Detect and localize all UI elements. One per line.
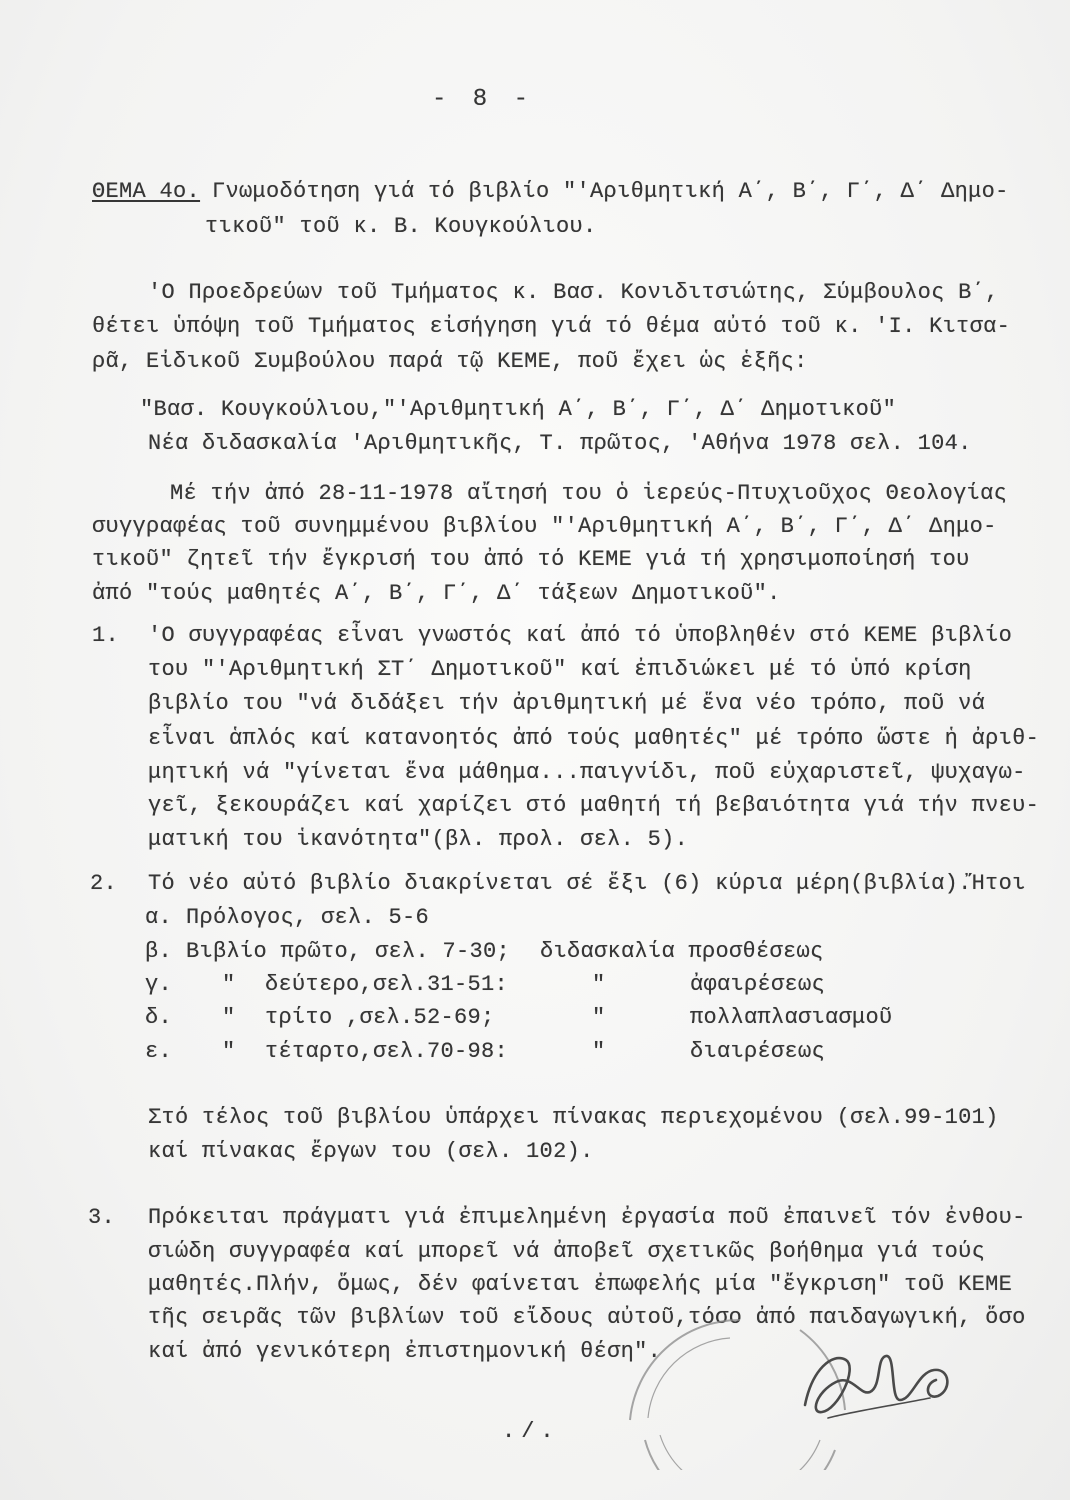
contents-letter: α. (145, 905, 173, 930)
page-number: - 8 - (432, 86, 535, 113)
item-line: ματική του ἱκανότητα"(βλ. προλ. σελ. 5). (148, 827, 689, 852)
item-line: καί ἀπό γενικότερη ἐπιστημονική θέση". (148, 1339, 662, 1364)
intro-line: θέτει ὑπόψη τοῦ Τμήματος εἰσήγηση γιά τό θέμα αὐτό τοῦ κ. 'Ι. Κιτσα- (92, 314, 1011, 339)
item-number: 1. (92, 623, 120, 648)
contents-part: Βιβλίο πρῶτο, σελ. 7-30; (186, 939, 511, 964)
item-line: βιβλίο του "νά διδάξει τήν ἀριθμητική μέ ἕνα νέο τρόπο, ποῦ νά (148, 691, 986, 716)
item-line: Τό νέο αὐτό βιβλίο διακρίνεται σέ ἕξι (6) κύρια μέρη(βιβλία).Ἤτοι (148, 871, 1026, 896)
intro-line: 'Ο Προεδρεύων τοῦ Τμήματος κ. Βασ. Κονιδιτσιώτης, Σύμβουλος Β΄, (148, 280, 999, 305)
intro-line: ρᾶ, Εἰδικοῦ Συμβούλου παρά τῷ ΚΕΜΕ, ποῦ ἔχει ὡς ἑξῆς: (92, 349, 808, 374)
ditto-mark: " (222, 1039, 236, 1064)
item-number: 2. (90, 871, 118, 896)
contents-part: τρίτο ,σελ.52-69; (265, 1005, 495, 1030)
request-line: συγγραφέας τοῦ συνημμένου βιβλίου "'Αριθμητική Α΄, Β΄, Γ΄, Δ΄ Δημο- (92, 514, 997, 539)
ditto-mark: " (592, 1039, 606, 1064)
item-line: του "'Αριθμητική ΣΤ΄ Δημοτικοῦ" καί ἐπιδιώκει μέ τό ὑπό κρίση (148, 657, 972, 682)
item-line: 'Ο συγγραφέας εἶναι γνωστός καί ἀπό τό ὑποβληθέν στό ΚΕΜΕ βιβλίο (148, 623, 1013, 648)
contents-letter: γ. (145, 972, 173, 997)
official-stamp (600, 1300, 1020, 1470)
book-reference-line: "Βασ. Κουγκούλιου,"'Αριθμητική Α΄, Β΄, Γ΄, Δ΄ Δημοτικοῦ" (140, 397, 897, 422)
ditto-mark: " (222, 972, 236, 997)
ditto-mark: " (592, 1005, 606, 1030)
summary-line: Στό τέλος τοῦ βιβλίου ὑπάρχει πίνακας περιεχομένου (σελ.99-101) (148, 1105, 999, 1130)
contents-topic: διαιρέσεως (690, 1039, 826, 1064)
item-line: μητική νά "γίνεται ἕνα μάθημα...παιγνίδι, ποῦ εὐχαριστεῖ, ψυχαγω- (148, 760, 1026, 785)
continuation-mark: ./. (502, 1419, 560, 1444)
item-line: μαθητές.Πλήν, ὅμως, δέν φαίνεται ἐπωφελής μία "ἔγκριση" τοῦ ΚΕΜΕ (148, 1272, 1013, 1297)
request-line: Μέ τήν ἀπό 28-11-1978 αἴτησή του ὁ ἱερεύς-Πτυχιοῦχος Θεολογίας (170, 481, 1008, 506)
item-line: σιώδη συγγραφέα καί μπορεῖ νά ἀποβεῖ σχετικῶς βοήθημα γιά τούς (148, 1239, 986, 1264)
request-line: τικοῦ" ζητεῖ τήν ἔγκρισή του ἀπό τό ΚΕΜΕ γιά τή χρησιμοποίησή του (92, 547, 970, 572)
book-reference-line: Νέα διδασκαλία 'Αριθμητικῆς, Τ. πρῶτος, 'Αθήνα 1978 σελ. 104. (148, 431, 972, 456)
contents-part: δεύτερο,σελ.31-51: (265, 972, 509, 997)
contents-letter: β. (145, 939, 173, 964)
contents-letter: δ. (145, 1005, 173, 1030)
heading-line: τικοῦ" τοῦ κ. Β. Κουγκούλιου. (205, 214, 597, 239)
item-line: γεῖ, ξεκουράζει καί χαρίζει στό μαθητή τή βεβαιότητα γιά τήν πνευ- (148, 793, 1040, 818)
heading-line: Γνωμοδότηση γιά τό βιβλίο "'Αριθμητική Α΄, Β΄, Γ΄, Δ΄ Δημο- (212, 179, 1009, 204)
request-line: ἀπό "τούς μαθητές Α΄, Β΄, Γ΄, Δ΄ τάξεων Δημοτικοῦ". (92, 581, 781, 606)
signature (805, 1356, 947, 1418)
summary-line: καί πίνακας ἔργων του (σελ. 102). (148, 1139, 594, 1164)
contents-topic: διδασκαλία προσθέσεως (540, 939, 824, 964)
item-line: εἶναι ἁπλός καί κατανοητός ἀπό τούς μαθητές" μέ τρόπο ὥστε ἡ ἀριθ- (148, 726, 1040, 751)
contents-part: Πρόλογος, σελ. 5-6 (186, 905, 430, 930)
item-number: 3. (88, 1205, 116, 1230)
contents-topic: πολλαπλασιασμοῦ (690, 1005, 893, 1030)
contents-topic: ἀφαιρέσεως (690, 972, 826, 997)
topic-label: ΘΕΜΑ 4ο. (92, 179, 201, 204)
ditto-mark: " (592, 972, 606, 997)
ditto-mark: " (222, 1005, 236, 1030)
contents-part: τέταρτο,σελ.70-98: (265, 1039, 509, 1064)
item-line: τῆς σειρᾶς τῶν βιβλίων τοῦ εἴδους αὐτοῦ,τόσο ἀπό παιδαγωγική, ὅσο (148, 1305, 1026, 1330)
item-line: Πρόκειται πράγματι γιά ἐπιμελημένη ἐργασία ποῦ ἐπαινεῖ τόν ἐνθου- (148, 1205, 1026, 1230)
contents-letter: ε. (145, 1039, 173, 1064)
